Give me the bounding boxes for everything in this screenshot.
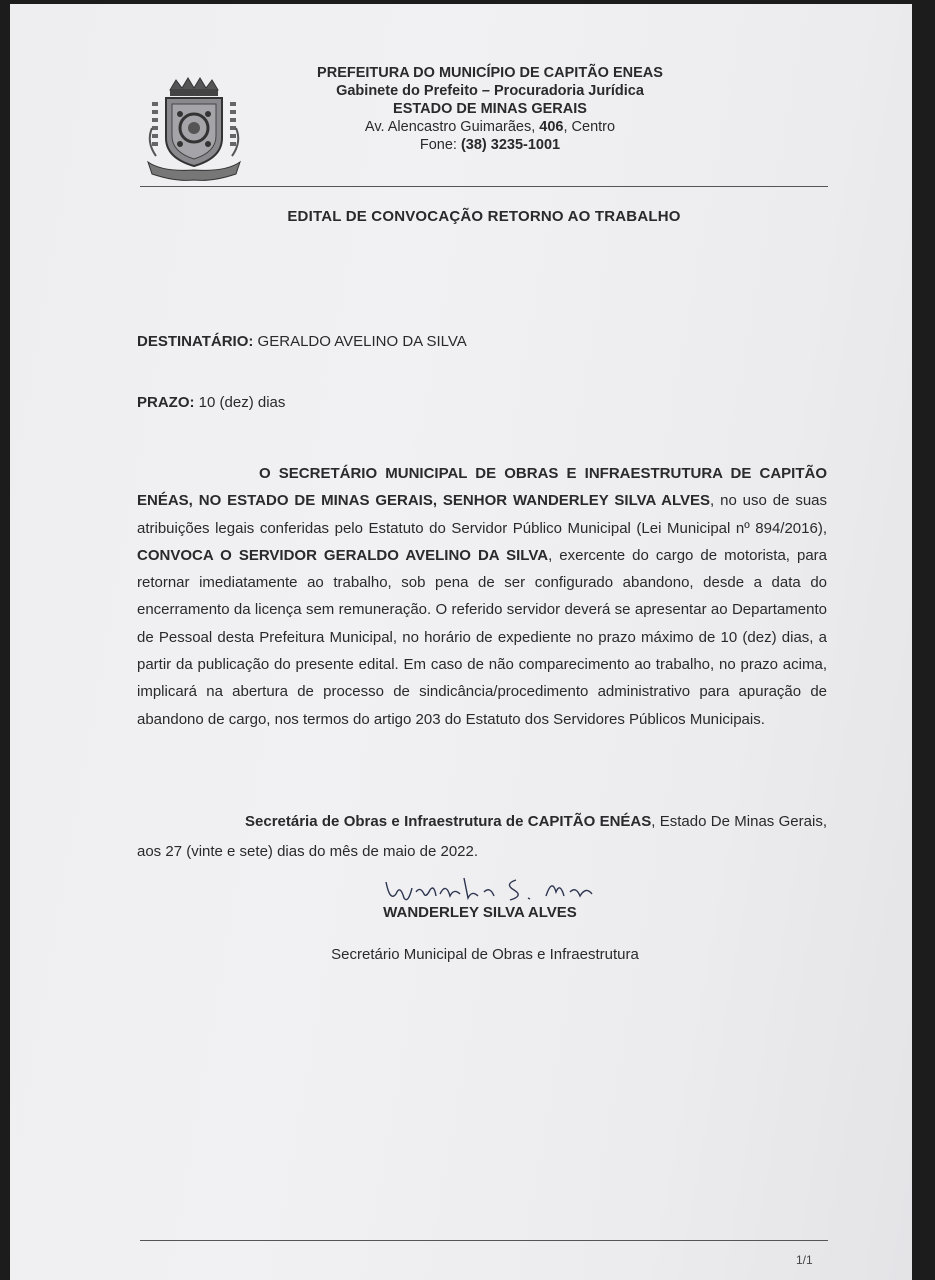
body-text-1: , no uso de suas atribuições legais conferidas pelo Estatuto do Servidor Público Municipal (Lei Municipal nº 894/2016),: [137, 492, 827, 537]
phone-label: Fone:: [419, 137, 461, 153]
closing-bold: Secretária de Obras e Infraestrutura de CAPITÃO ENÉAS: [245, 813, 652, 830]
state-name: ESTADO DE MINAS GERAIS: [393, 101, 587, 117]
body-text-2: , exercente do cargo de motorista, para retornar imediatamente ao trabalho, sob pena de ser configurado abandono, desde a data do encerramento da licença sem remuneração. O referido servidor deverá se apresentar ao Departamento de Pessoal desta Prefeitura Municipal, no horário de expediente no prazo máximo de 10 (dez) dias, a partir da publicação do presente edital. Em caso de não comparecimento ao trabalho, no prazo acima, implicará na abertura de processo de sindicância/procedimento administrativo para apuração de abandono de cargo, nos termos do artigo 203 do Estatuto dos Servidores Públicos Municipais.: [137, 546, 828, 728]
signatory-name: WANDERLEY SILVA ALVES: [383, 904, 577, 921]
signatory-role: Secretário Municipal de Obras e Infraestrutura: [331, 946, 639, 963]
recipient-label: DESTINATÁRIO:: [137, 333, 254, 350]
municipality-name: PREFEITURA DO MUNICÍPIO DE CAPITÃO ENEAS: [317, 65, 663, 81]
closing-text: , Estado De Minas Gerais, aos 27 (vinte e sete) dias do mês de maio de 2022.: [137, 813, 827, 860]
page-number: 1/1: [796, 1253, 813, 1267]
phone-number: (38) 3235-1001: [460, 137, 561, 153]
letterhead: [230, 64, 750, 154]
handwritten-signature: [376, 868, 616, 908]
recipient-value: GERALDO AVELINO DA SILVA: [253, 333, 467, 350]
header-divider: [140, 186, 828, 187]
address-street: Av. Alencastro Guimarães,: [364, 119, 540, 135]
deadline-line: [137, 394, 285, 411]
address: [230, 118, 750, 136]
document-title: EDITAL DE CONVOCAÇÃO RETORNO AO TRABALHO: [287, 208, 681, 225]
recipient-line: [137, 333, 467, 350]
address-district: , Centro: [563, 119, 616, 135]
office-name: Gabinete do Prefeito – Procuradoria Jurídica: [336, 83, 644, 99]
deadline-label: PRAZO:: [137, 394, 195, 411]
address-number: 406: [539, 119, 564, 135]
body-paragraph: [137, 460, 827, 733]
deadline-value: 10 (dez) dias: [194, 394, 286, 411]
body-bold-intro: O SECRETÁRIO MUNICIPAL DE OBRAS E INFRAESTRUTURA DE CAPITÃO ENÉAS, NO ESTADO DE MINAS GERAIS, SENHOR WANDERLEY SILVA ALVES: [137, 465, 827, 510]
phone: [230, 136, 750, 154]
closing-paragraph: [137, 807, 827, 867]
body-bold-convoca: CONVOCA O SERVIDOR GERALDO AVELINO DA SILVA: [137, 546, 549, 564]
footer-divider: [140, 1240, 828, 1241]
document-page: [10, 4, 912, 1280]
